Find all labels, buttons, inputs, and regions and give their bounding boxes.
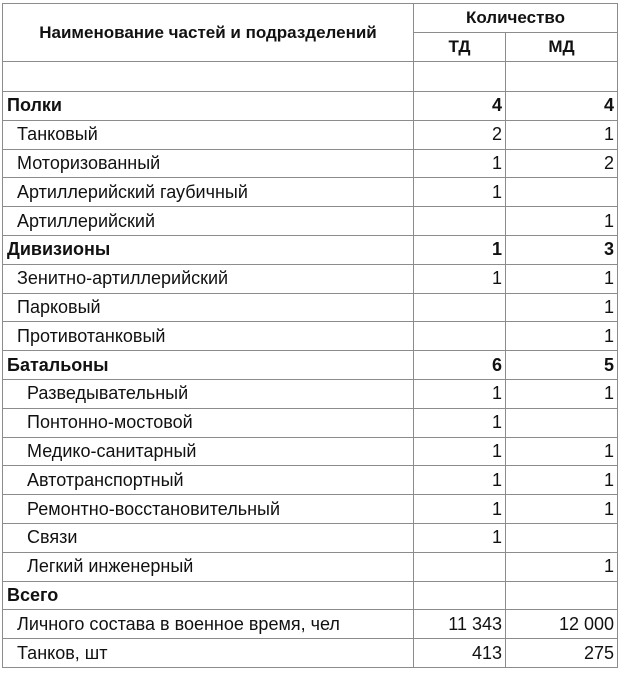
table-row [3,92,618,121]
row-md-value: 4 [506,92,618,121]
header-quantity: Количество [414,4,618,33]
table-row [3,264,618,293]
row-td-value: 1 [414,178,506,207]
header-md: МД [506,33,618,62]
table-row [3,495,618,524]
row-td-value [414,552,506,581]
row-md-value: 1 [506,495,618,524]
row-md-value: 275 [506,639,618,668]
table-row [3,523,618,552]
row-name: Автотранспортный [3,466,414,495]
units-table [2,3,618,668]
row-td-value [414,207,506,236]
row-md-value: 1 [506,379,618,408]
table-row [3,293,618,322]
blank-cell [3,62,414,92]
row-name: Дивизионы [3,235,414,264]
row-md-value: 1 [506,552,618,581]
row-md-value: 1 [506,264,618,293]
header-name: Наименование частей и подразделений [3,4,414,62]
row-name: Ремонтно-восстановительный [3,495,414,524]
row-md-value: 12 000 [506,610,618,639]
row-name: Танков, шт [3,639,414,668]
row-md-value: 1 [506,120,618,149]
row-md-value: 5 [506,351,618,380]
row-td-value: 1 [414,523,506,552]
row-md-value: 1 [506,466,618,495]
row-td-value [414,581,506,610]
row-md-value: 1 [506,293,618,322]
table-row [3,466,618,495]
row-name: Всего [3,581,414,610]
blank-row [3,62,618,92]
table-row [3,120,618,149]
row-td-value: 1 [414,408,506,437]
table-row [3,408,618,437]
row-md-value: 3 [506,235,618,264]
row-md-value: 1 [506,207,618,236]
blank-cell [506,62,618,92]
row-name: Артиллерийский гаубичный [3,178,414,207]
table-row [3,207,618,236]
table-row [3,379,618,408]
row-md-value: 1 [506,322,618,351]
row-md-value: 2 [506,149,618,178]
row-td-value: 1 [414,379,506,408]
table-row [3,581,618,610]
row-md-value: 1 [506,437,618,466]
table-row [3,178,618,207]
row-name: Разведывательный [3,379,414,408]
table-row [3,610,618,639]
row-name: Понтонно-мостовой [3,408,414,437]
row-name: Батальоны [3,351,414,380]
row-name: Парковый [3,293,414,322]
row-td-value: 1 [414,495,506,524]
blank-cell [414,62,506,92]
row-name: Противотанковый [3,322,414,351]
table-row [3,235,618,264]
table-row [3,639,618,668]
table-row [3,149,618,178]
table-row [3,552,618,581]
row-td-value: 1 [414,466,506,495]
row-name: Легкий инженерный [3,552,414,581]
table-row [3,437,618,466]
row-md-value [506,523,618,552]
row-md-value [506,581,618,610]
table-row [3,322,618,351]
row-name: Медико-санитарный [3,437,414,466]
row-td-value: 1 [414,235,506,264]
row-td-value: 4 [414,92,506,121]
row-td-value: 1 [414,437,506,466]
row-name: Личного состава в военное время, чел [3,610,414,639]
row-td-value [414,322,506,351]
row-name: Артиллерийский [3,207,414,236]
row-name: Моторизованный [3,149,414,178]
row-name: Танковый [3,120,414,149]
row-td-value: 6 [414,351,506,380]
row-td-value: 413 [414,639,506,668]
row-name: Связи [3,523,414,552]
table-row [3,351,618,380]
row-td-value: 2 [414,120,506,149]
row-name: Зенитно-артиллерийский [3,264,414,293]
row-md-value [506,178,618,207]
row-td-value [414,293,506,322]
row-name: Полки [3,92,414,121]
row-td-value: 11 343 [414,610,506,639]
row-td-value: 1 [414,264,506,293]
row-md-value [506,408,618,437]
header-td: ТД [414,33,506,62]
row-td-value: 1 [414,149,506,178]
